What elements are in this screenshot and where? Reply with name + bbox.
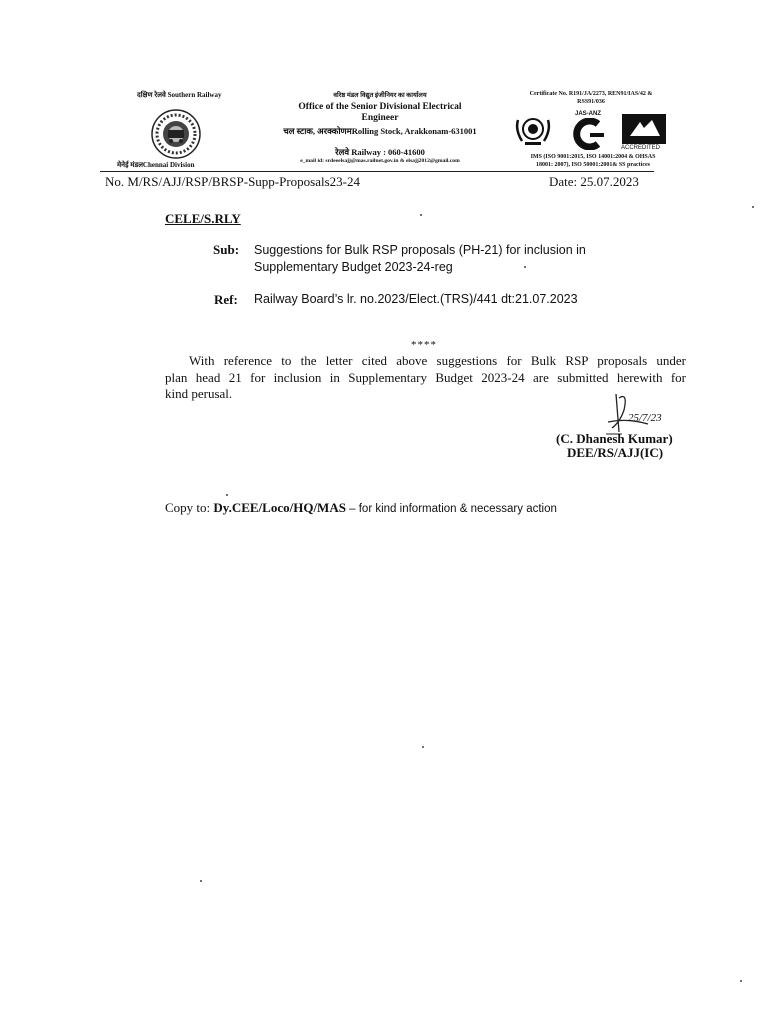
scan-speck — [752, 206, 754, 208]
signatory-name: (C. Dhanesh Kumar) — [556, 431, 673, 446]
signature-date: 25/7/23 — [628, 412, 662, 424]
body-line-2: plan head 21 for inclusion in Supplementary Budget 2023-24 are submitted herewith for — [165, 369, 686, 385]
jas-anz-logo-icon — [570, 118, 610, 150]
copy-to-label: Copy to: — [165, 500, 211, 515]
scan-speck — [740, 980, 742, 982]
body-line-1: With reference to the letter cited above suggestions for Bulk RSP proposals under — [189, 353, 686, 368]
scan-speck — [524, 266, 526, 268]
copy-to-purpose: – for kind information & necessary action — [345, 503, 557, 515]
ims-line-2: 18001: 2007), ISO 50001:2001& SS practices — [536, 162, 650, 168]
office-name-hindi: वरिष्ठ मंडल विद्युत इंजीनियर का कार्यालय — [333, 92, 427, 99]
letter-number: No. M/RS/AJJ/RSP/BRSP-Supp-Proposals23-24 — [105, 174, 361, 189]
ims-line-1: IMS (ISO 9001:2015, ISO 14001:2004 & OHSAS — [530, 154, 656, 160]
subject-text — [254, 242, 586, 276]
ims-certification — [500, 153, 686, 169]
letter-date: Date: 25.07.2023 — [549, 174, 639, 189]
office-title-line-2: Engineer — [361, 113, 399, 123]
reference-text: Railway Board’s lr. no.2023/Elect.(TRS)/441 dt:21.07.2023 — [254, 292, 578, 306]
scan-speck — [422, 746, 424, 748]
scan-speck — [420, 214, 422, 216]
body-line-3: kind perusal. — [165, 386, 233, 401]
railway-name: दक्षिण रेलवे Southern Railway — [137, 91, 222, 99]
scan-speck — [200, 880, 202, 882]
accreditation-logo-icon — [622, 114, 666, 144]
copy-to-line — [165, 500, 557, 516]
iso-laurel-logo-icon — [513, 112, 553, 148]
certificate-line-1: Certificate No. R191/JA/2273, REN91/IAS/42 & — [529, 91, 653, 97]
jas-anz-label: JAS-ANZ — [575, 111, 602, 117]
copy-to-recipient: Dy.CEE/Loco/HQ/MAS — [213, 500, 346, 515]
certificate-number — [506, 90, 676, 106]
subject-label: Sub: — [213, 242, 240, 257]
scan-speck — [226, 494, 228, 496]
certificate-line-2: RSS91/036 — [577, 99, 605, 105]
office-phone: रेलवे Railway : 060-41600 — [335, 147, 425, 157]
reference-label: Ref: — [214, 292, 238, 307]
subject-line-1: Suggestions for Bulk RSP proposals (PH-21) for inclusion in — [254, 243, 586, 257]
header-rule — [100, 171, 654, 172]
separator-stars: **** — [411, 339, 437, 351]
division-name: मेनेई मंडलChennai Division — [117, 161, 195, 169]
accredited-label: ACCREDITED — [621, 145, 661, 151]
subject-line-2: Supplementary Budget 2023-24-reg — [254, 260, 453, 274]
southern-railway-emblem-icon — [150, 108, 202, 160]
signatory-designation: DEE/RS/AJJ(IC) — [567, 445, 664, 460]
office-address: चल स्टाक, अरक्कोणमRolling Stock, Arakkonam-631001 — [283, 126, 477, 136]
addressee: CELE/S.RLY — [165, 211, 241, 226]
office-title-line-1: Office of the Senior Divisional Electrical — [298, 102, 462, 112]
office-title — [265, 102, 495, 124]
office-email: e_mail id: srdeeelsajj@mas.railnet.gov.in & elsajj2012@gmail.com — [300, 158, 460, 164]
